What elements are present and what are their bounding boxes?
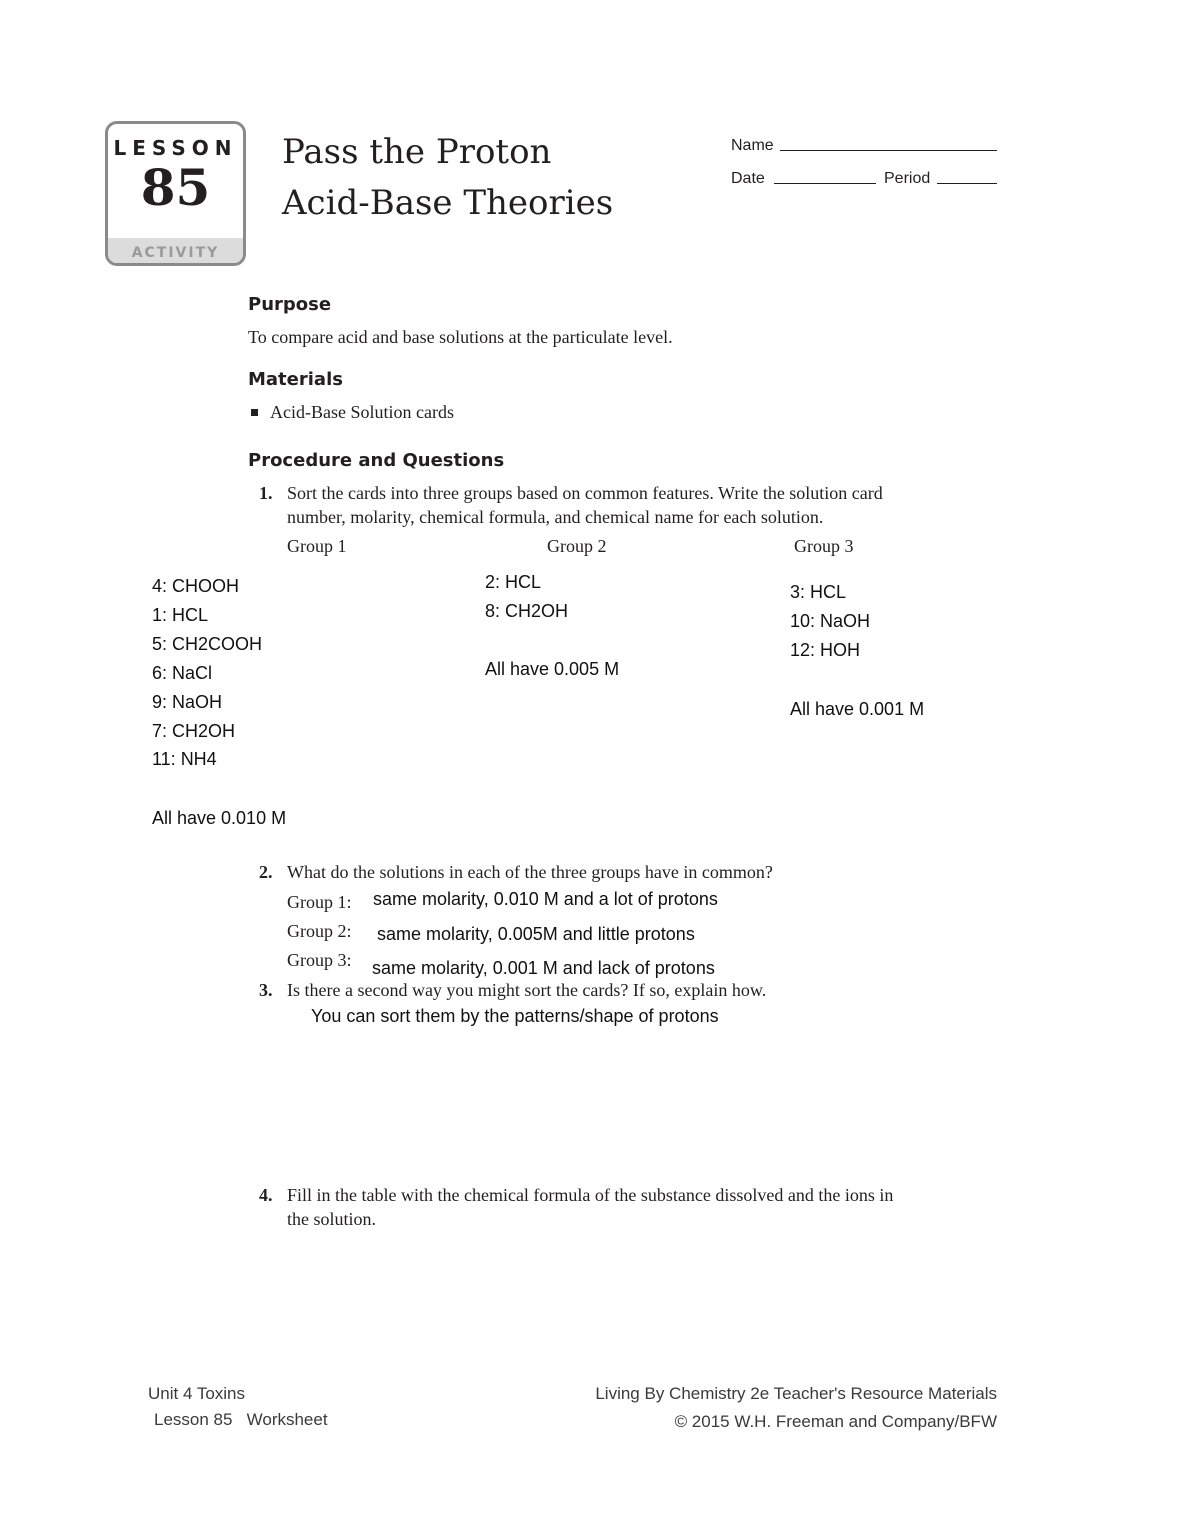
materials-heading: Materials: [248, 369, 343, 390]
name-label: Name: [731, 137, 774, 154]
group-3-answer: same molarity, 0.001 M and lack of protons: [372, 958, 715, 978]
group-3-header: Group 3: [794, 536, 854, 556]
group-2-entry: 2: HCL: [485, 572, 542, 592]
group-1-entry: 11: NH4: [152, 749, 217, 769]
group-2-answer: same molarity, 0.005M and little protons: [377, 924, 695, 944]
group-1-entry: 4: CHOOH: [152, 576, 240, 596]
group-1-note: All have 0.010 M: [152, 808, 287, 828]
group-2-header: Group 2: [547, 536, 607, 556]
question-4-line2: the solution.: [287, 1209, 376, 1229]
group-1-entry: 6: NaCl: [152, 663, 213, 683]
date-field[interactable]: [774, 183, 876, 184]
question-1-line2: number, molarity, chemical formula, and chemical name for each solution.: [287, 507, 824, 527]
purpose-text: To compare acid and base solutions at the particulate level.: [248, 327, 673, 347]
materials-item: Acid-Base Solution cards: [270, 402, 454, 422]
question-4-line1: Fill in the table with the chemical formula of the substance dissolved and the ions in: [287, 1185, 894, 1205]
group-1-entry: 1: HCL: [152, 605, 209, 625]
question-3-text: Is there a second way you might sort the cards? If so, explain how.: [287, 980, 767, 1000]
procedure-heading: Procedure and Questions: [248, 450, 505, 471]
group-3-entry: 12: HOH: [790, 640, 861, 660]
group-1-header: Group 1: [287, 536, 347, 556]
group-1-entry: 7: CH2OH: [152, 721, 236, 741]
group-1-answer: same molarity, 0.010 M and a lot of protons: [373, 889, 718, 909]
group-3-entry: 3: HCL: [790, 582, 847, 602]
page-title: Pass the Proton: [282, 132, 552, 172]
lesson-badge: [105, 121, 246, 266]
group-3-label: Group 3:: [287, 950, 352, 970]
period-label: Period: [884, 170, 931, 187]
footer-publication: Living By Chemistry 2e Teacher's Resource Materials: [595, 1384, 997, 1403]
page-subtitle: Acid-Base Theories: [282, 183, 614, 223]
footer-unit: Unit 4 Toxins: [148, 1384, 246, 1403]
activity-label: ACTIVITY: [131, 245, 220, 261]
question-3-answer: You can sort them by the patterns/shape of protons: [311, 1006, 719, 1026]
group-2-label: Group 2:: [287, 921, 352, 941]
name-field[interactable]: [780, 150, 997, 151]
lesson-label: LESSON: [113, 136, 238, 160]
question-3-number: 3.: [259, 980, 273, 1000]
group-3-note: All have 0.001 M: [790, 699, 925, 719]
question-4-number: 4.: [259, 1185, 273, 1205]
question-2-text: What do the solutions in each of the three groups have in common?: [287, 862, 773, 882]
bullet-icon: [251, 409, 258, 416]
question-1-line1: Sort the cards into three groups based on common features. Write the solution card: [287, 483, 883, 503]
group-3-entry: 10: NaOH: [790, 611, 871, 631]
question-2-number: 2.: [259, 862, 273, 882]
question-1-number: 1.: [259, 483, 273, 503]
group-1-label: Group 1:: [287, 892, 352, 912]
footer-lesson: Lesson 85 Worksheet: [154, 1410, 328, 1429]
period-field[interactable]: [937, 183, 997, 184]
group-1-entry: 5: CH2COOH: [152, 634, 263, 654]
footer-copyright: © 2015 W.H. Freeman and Company/BFW: [674, 1412, 997, 1431]
group-1-entry: 9: NaOH: [152, 692, 223, 712]
lesson-number: 85: [140, 158, 211, 217]
purpose-heading: Purpose: [248, 294, 332, 315]
group-2-entry: 8: CH2OH: [485, 601, 569, 621]
date-label: Date: [731, 170, 765, 187]
group-2-note: All have 0.005 M: [485, 659, 620, 679]
